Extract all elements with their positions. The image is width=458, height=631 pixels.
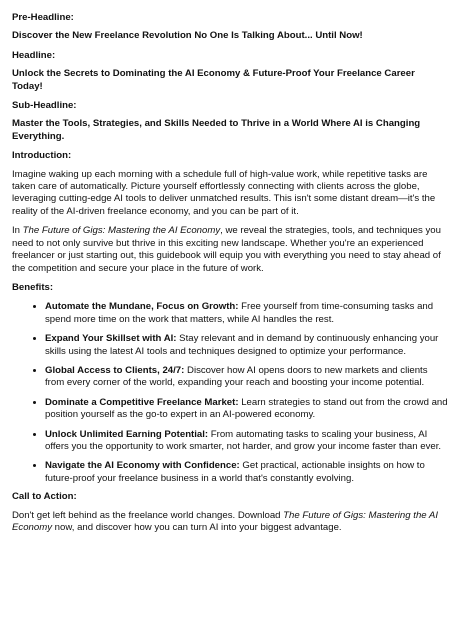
pre-headline-label: Pre-Headline: (12, 12, 74, 23)
benefits-label: Benefits: (12, 281, 54, 293)
benefits-list (12, 300, 448, 485)
introduction-paragraph-2 (12, 225, 448, 275)
call-to-action-label: Call to Action: (12, 491, 77, 503)
benefit-text: Learn strategies to stand out from the crowd and position yourself as the go-to expert in an AI-powered economy. (45, 396, 448, 421)
benefit-title: Expand Your Skillset with AI: (45, 333, 177, 345)
benefit-text: From automating tasks to scaling your business, AI offers you the opportunity to work smarter, not harder, and grow your income faster than ever. (45, 428, 442, 452)
cta-suffix: now, and discover how you can turn AI into your biggest advantage. (52, 522, 342, 533)
headline-label: Headline: (12, 49, 56, 61)
sub-headline-text: Master the Tools, Strategies, and Skills Needed to Thrive in a World Where AI is Changing Everything. (12, 118, 421, 142)
book-title: The Future of Gigs: Mastering the AI Economy (22, 225, 221, 237)
benefit-item (45, 459, 448, 485)
benefit-text: Discover how AI opens doors to new markets and clients from every corner of the world, expanding your reach and boosting your income potential. (45, 364, 428, 389)
pre-headline-text: Discover the New Freelance Revolution No One Is Talking About... Until Now! (12, 30, 363, 42)
benefit-title: Unlock Unlimited Earning Potential: (45, 428, 209, 440)
benefit-text: Free yourself from time-consuming tasks and spend more time on the work that matters, while AI handles the rest. (45, 301, 434, 325)
benefit-title: Navigate the AI Economy with Confidence: (45, 460, 240, 472)
cta-book-title: The Future of Gigs: Mastering the AI Economy (12, 509, 438, 533)
intro-suffix: , we reveal the strategies, tools, and techniques you need to not only survive but thrive in this exciting new landscape. Whether you're an experienced freelancer or just starting out, this guidebook will equip you with everything you need to stay ahead of the competition and secure your place in the future of work. (12, 225, 441, 274)
benefit-text: Get practical, actionable insights on how to future-proof your freelance business in a world that's constantly evolving. (45, 460, 425, 484)
benefit-text: Stay relevant and in demand by continuously enhancing your skills using the latest AI tools and techniques designed to optimize your performance. (45, 333, 439, 357)
benefit-item (45, 428, 448, 454)
introduction-label: Introduction: (12, 150, 72, 162)
benefit-item (45, 364, 448, 390)
benefit-item (45, 332, 448, 358)
call-to-action-text (12, 510, 448, 535)
benefit-item (45, 396, 448, 422)
benefit-title: Dominate a Competitive Freelance Market: (45, 396, 239, 408)
benefit-title: Global Access to Clients, 24/7: (45, 364, 185, 376)
headline-text: Unlock the Secrets to Dominating the AI Economy & Future-Proof Your Freelance Career Today! (12, 68, 415, 92)
introduction-paragraph-1: Imagine waking up each morning with a schedule full of high-value work, while repetitive tasks are taken care of automatically. Picture yourself effortlessly connecting with clients across the globe, leveraging cutting-edge AI tools to deliver unmatched results. This isn't some distant dream—it's the reality of the AI-driven freelance economy, and you can be part of it. (12, 168, 436, 217)
benefit-title: Automate the Mundane, Focus on Growth: (45, 301, 239, 313)
cta-prefix: Don't get left behind as the freelance world changes. Download (12, 509, 284, 521)
benefit-item (45, 300, 448, 326)
intro-prefix: In (12, 225, 23, 237)
sub-headline-label: Sub-Headline: (12, 100, 77, 112)
